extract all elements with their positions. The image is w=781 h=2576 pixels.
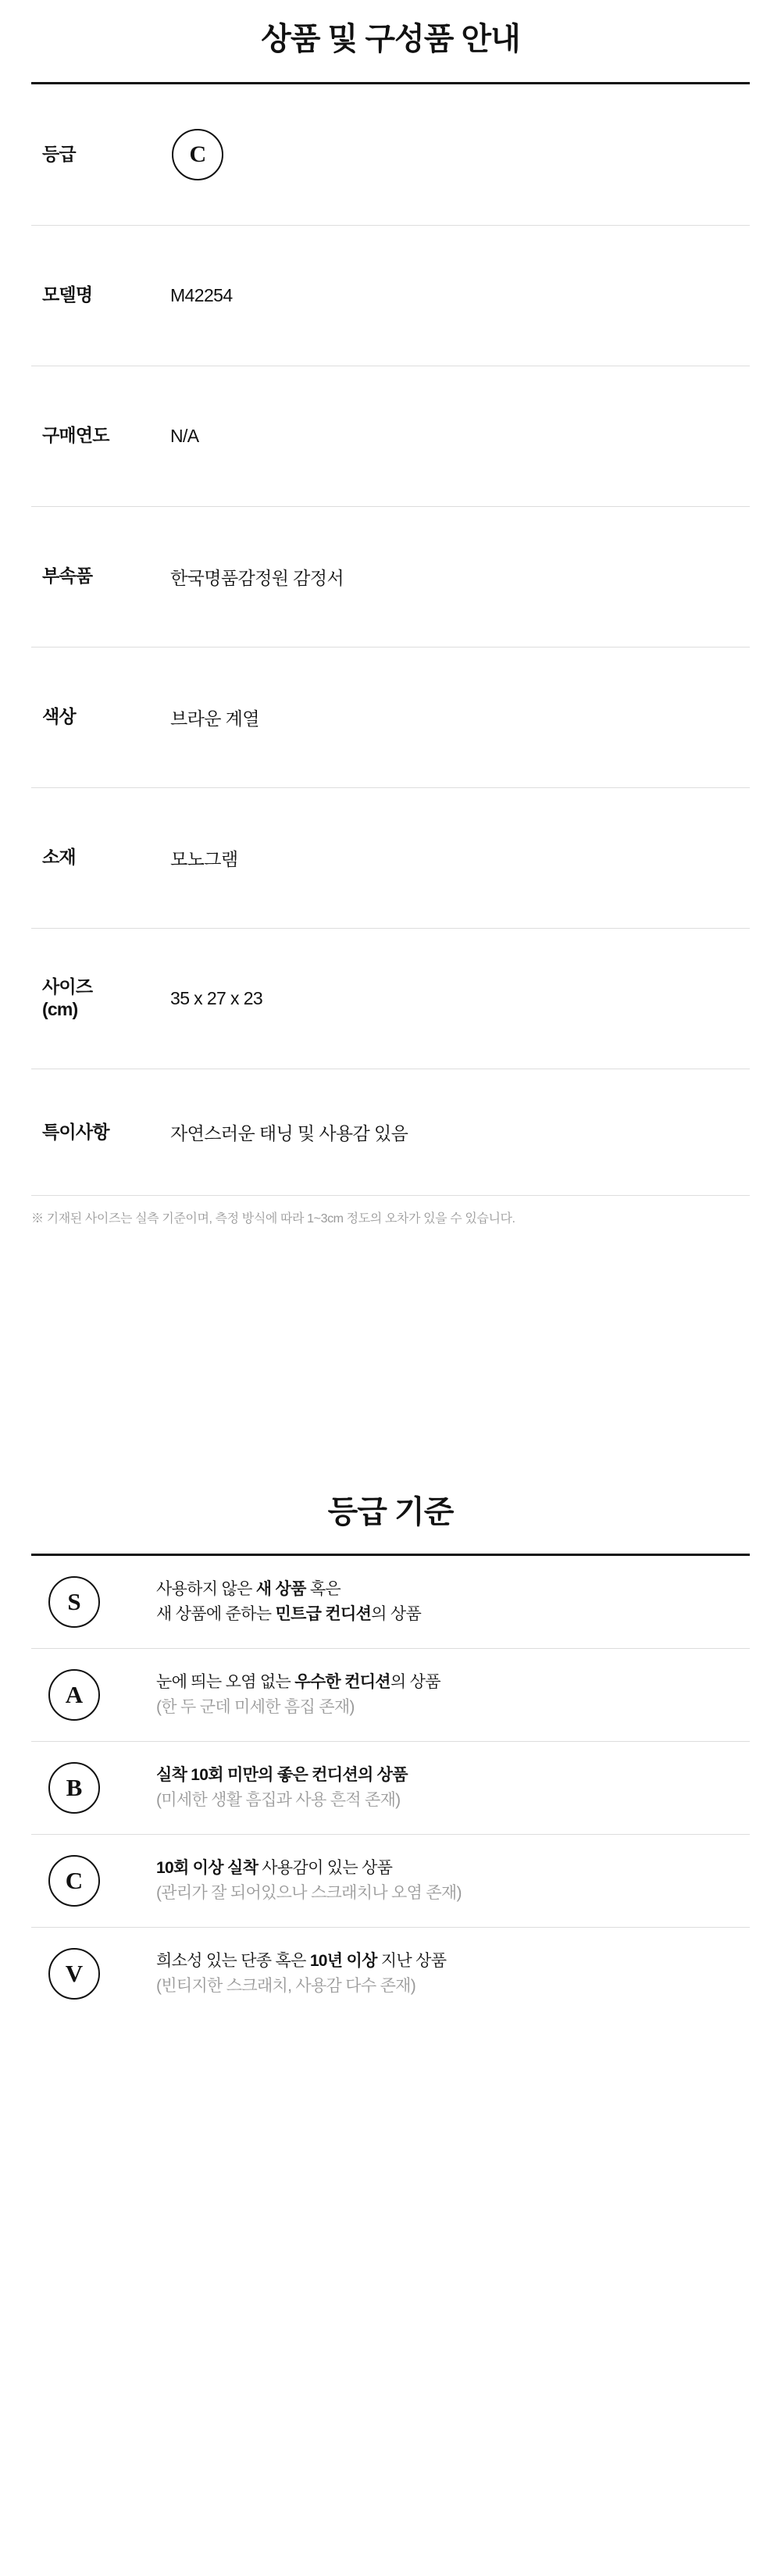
grade-desc-emphasis: 실착 10회 미만의 좋은 컨디션의 상품 [156,1765,408,1784]
grade-row-c [31,1834,750,1927]
grade-desc-text: (미세한 생활 흠집과 사용 흔적 존재) [156,1790,401,1809]
grade-row-a [31,1648,750,1741]
size-measurement-note: ※ 기재된 사이즈는 실측 기준이며, 측정 방식에 따라 1~3cm 정도의 오차가 있을 수 있습니다. [31,1212,515,1226]
product-spec-table [31,84,750,1195]
grade-criteria-title: 등급 기준 [327,1494,454,1529]
grade-desc-text: 의 상품 [390,1672,440,1691]
product-info-section [0,0,781,1229]
table-row [31,928,750,1069]
grade-desc-text: (한 두 군데 미세한 흠집 존재) [156,1697,355,1716]
grade-criteria-section [0,1487,781,2020]
spec-value-model: M42254 [170,284,233,305]
grade-desc-line2 [156,1695,750,1720]
grade-desc-text: 새 상품에 준하는 [156,1604,276,1623]
spec-label-material: 소재 [42,847,76,868]
grade-desc-emphasis: 민트급 컨디션 [275,1604,372,1623]
grade-row-s [31,1556,750,1649]
grade-circle-a-icon: A [48,1669,100,1721]
page-title: 상품 및 구성품 안내 [261,22,520,56]
grade-desc-cell [156,1556,750,1649]
spec-label-grade: 등급 [42,144,76,165]
spec-value-size: 35 x 27 x 23 [170,987,263,1008]
grade-desc-emphasis: 10회 이상 실착 [156,1858,259,1877]
spec-label-size [31,928,170,1069]
grade-desc-line1 [156,1949,750,1974]
grade-desc-emphasis: 10년 이상 [309,1951,377,1970]
grade-desc-text: 혹은 [305,1579,341,1598]
grade-desc-emphasis: 우수한 컨디션 [294,1672,390,1691]
spec-label-model: 모델명 [42,284,93,305]
grade-desc-line2 [156,1602,750,1627]
grade-desc-text: 사용하지 않은 [156,1579,256,1598]
spec-value-purchase-year: N/A [170,425,199,446]
grade-desc-cell [156,1927,750,2020]
grade-desc-line1 [156,1670,750,1695]
spec-value-material: 모노그램 [170,848,238,869]
grade-desc-text: 지난 상품 [376,1951,447,1970]
grade-desc-line2 [156,1881,750,1906]
grade-mark-cell [31,1648,156,1741]
grade-desc-emphasis: 새 상품 [255,1579,306,1598]
grade-mark-cell [31,1927,156,2020]
grade-desc-line1 [156,1856,750,1881]
grade-row-v [31,1927,750,2020]
table-row [31,1069,750,1195]
spec-label-remarks: 특이사항 [42,1121,109,1142]
grade-desc-line1 [156,1763,750,1788]
grade-desc-cell [156,1741,750,1834]
table-row [31,225,750,366]
table-row [31,647,750,787]
grade-mark-cell [31,1741,156,1834]
spec-value-grade [170,84,750,225]
grade-circle-b-icon: B [48,1762,100,1814]
section-spacer [0,1229,781,1487]
grade-desc-text: 의 상품 [371,1604,422,1623]
grade-desc-line2 [156,1788,750,1813]
spec-label-size-line1: 사이즈 [42,976,93,997]
table-row [31,366,750,506]
grade-badge-icon: C [172,129,223,180]
grade-desc-cell [156,1834,750,1927]
grade-row-b [31,1741,750,1834]
grade-desc-text: (관리가 잘 되어있으나 스크래치나 오염 존재) [156,1883,462,1902]
grade-desc-cell [156,1648,750,1741]
spec-value-remarks: 자연스러운 태닝 및 사용감 있음 [170,1122,408,1144]
spec-label-accessories: 부속품 [42,566,93,587]
grade-desc-text: (빈티지한 스크래치, 사용감 다수 존재) [156,1976,416,1995]
grade-criteria-table [31,1556,750,2020]
grade-desc-text: 희소성 있는 단종 혹은 [156,1951,310,1970]
spec-value-color: 브라운 계열 [170,708,259,729]
grade-desc-line1 [156,1577,750,1602]
grade-desc-text: 사용감이 있는 상품 [258,1858,393,1877]
spec-label-purchase-year: 구매연도 [42,425,109,446]
grade-mark-cell [31,1556,156,1649]
grade-circle-s-icon: S [48,1576,100,1628]
grade-desc-text: 눈에 띄는 오염 없는 [156,1672,295,1691]
table-row [31,84,750,225]
spec-value-accessories: 한국명품감정원 감정서 [170,567,344,588]
grade-desc-line2 [156,1974,750,1999]
spec-label-color: 색상 [42,706,76,727]
grade-mark-cell [31,1834,156,1927]
grade-circle-c-icon: C [48,1855,100,1907]
table-row [31,787,750,928]
grade-circle-v-icon: V [48,1948,100,2000]
table-row [31,506,750,647]
spec-label-size-line2: (cm) [42,999,78,1019]
